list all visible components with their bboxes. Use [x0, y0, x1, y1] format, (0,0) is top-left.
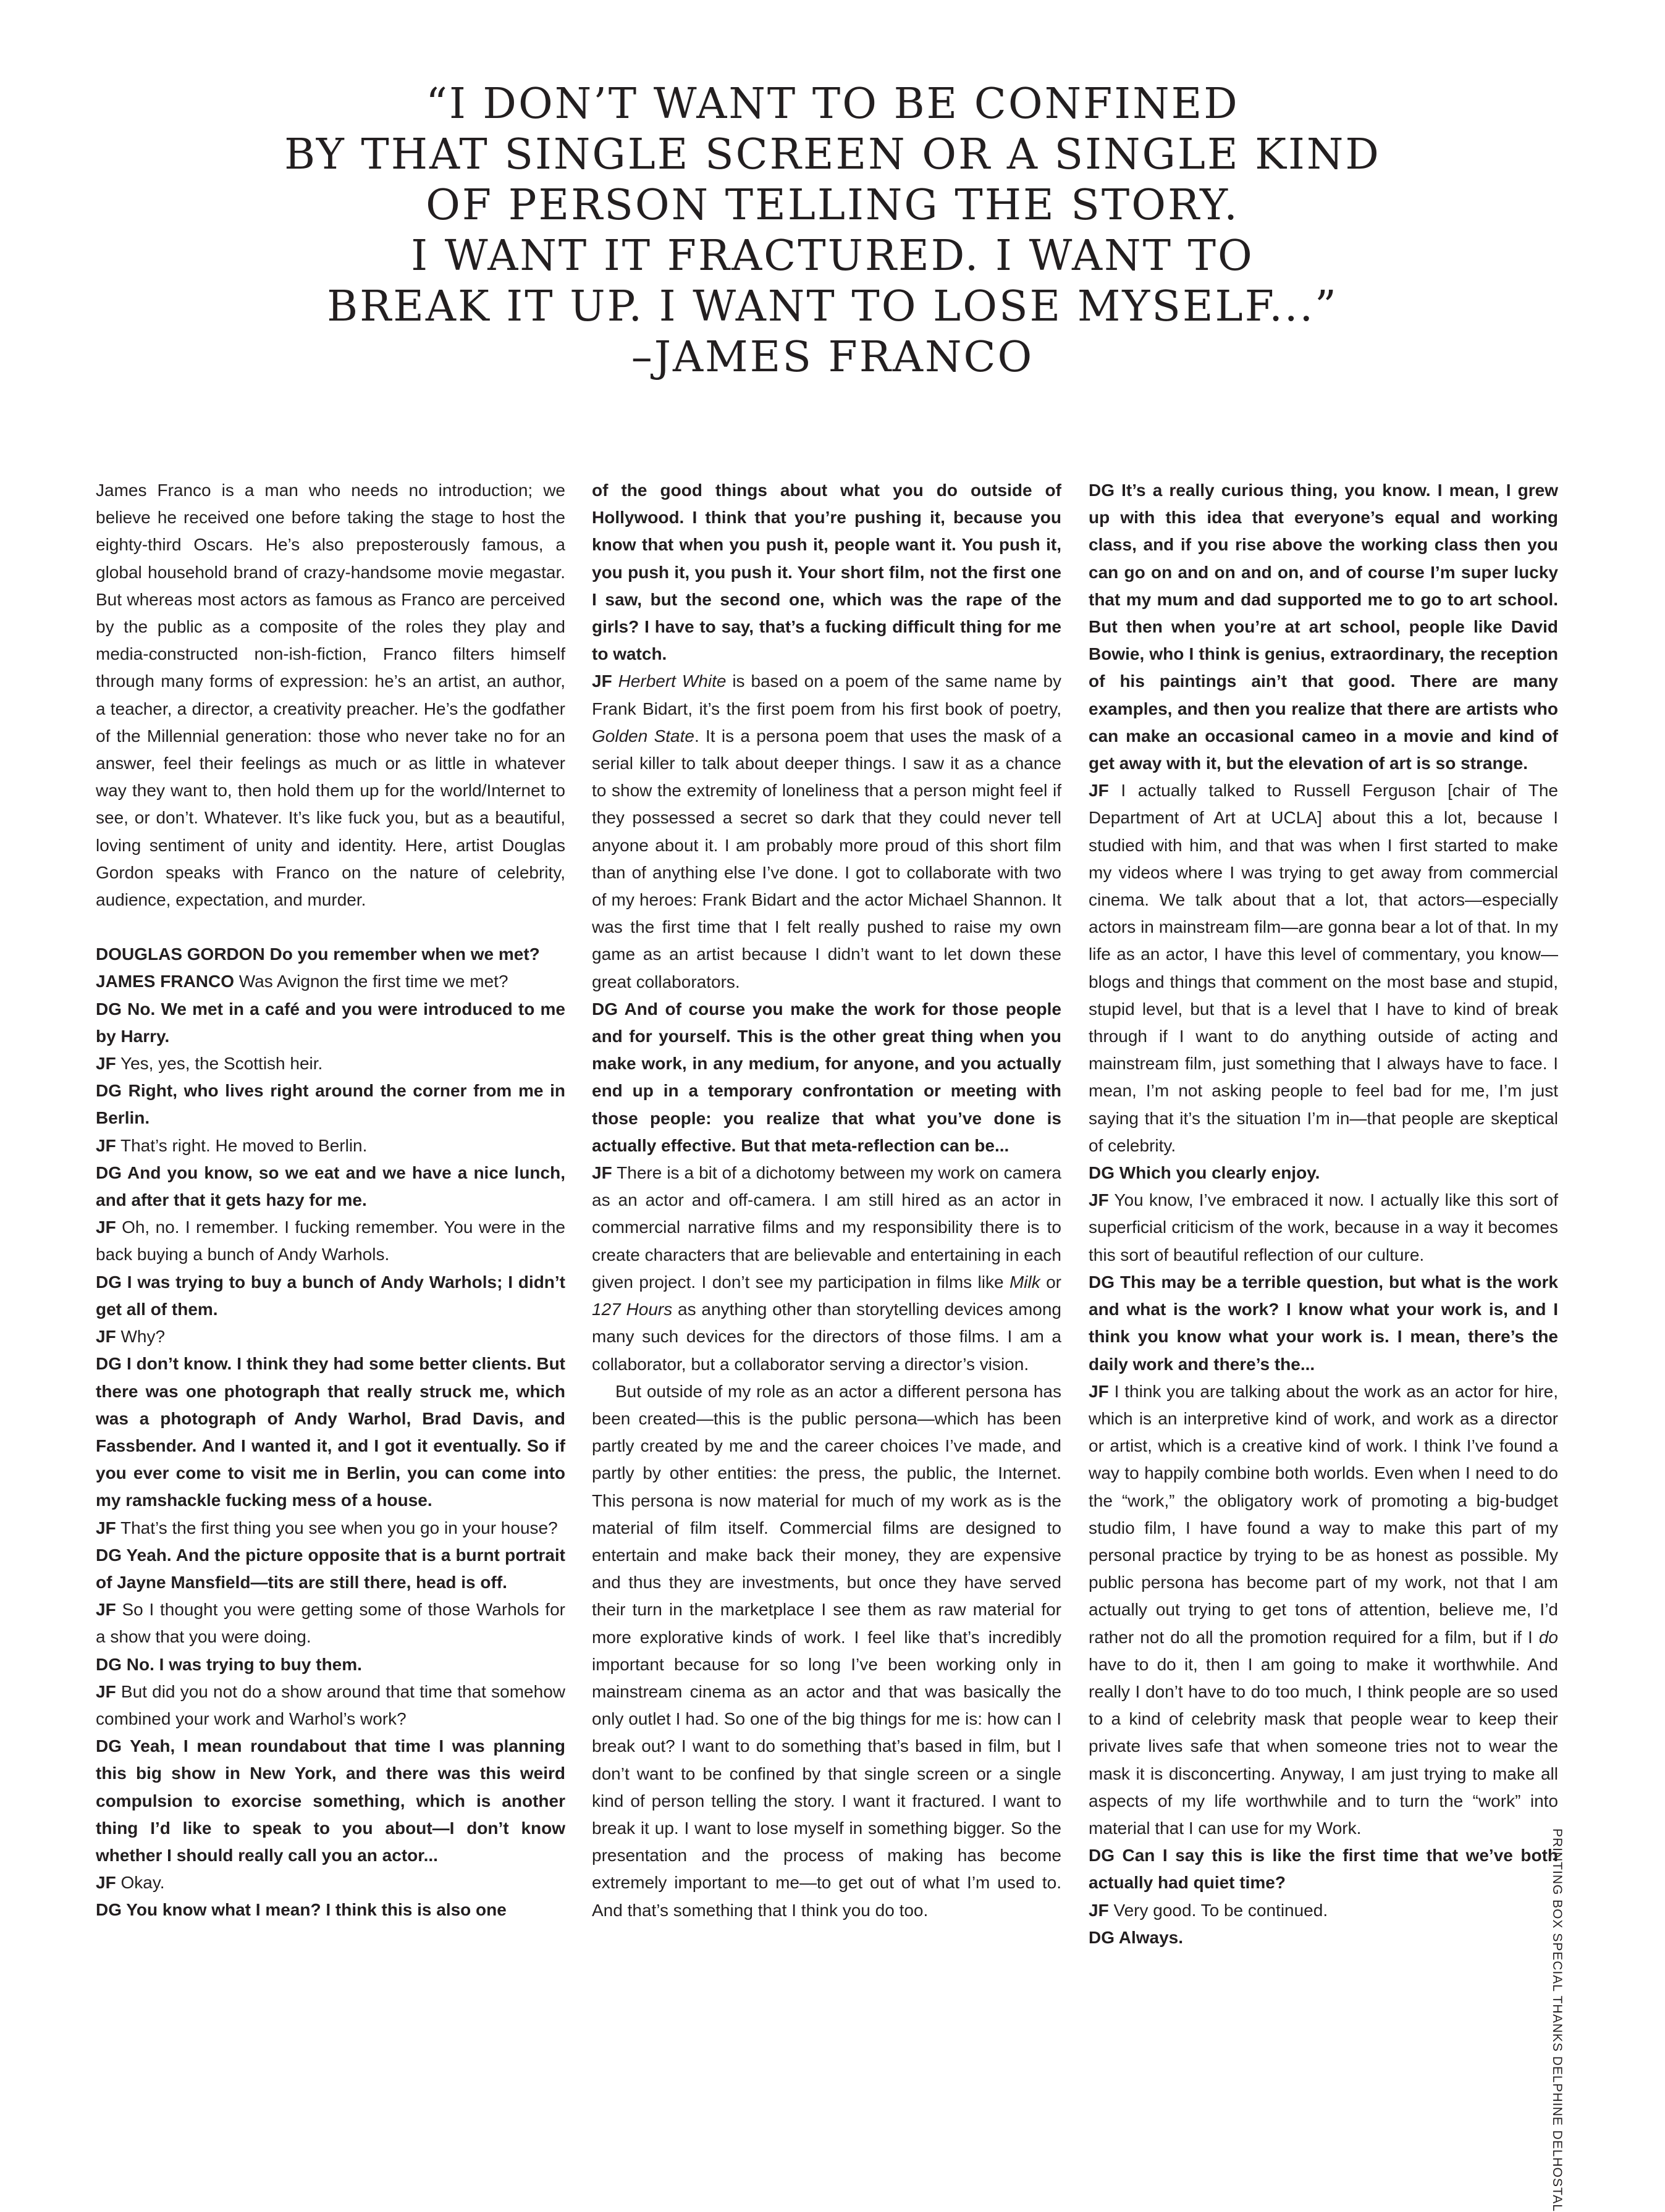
answer-text: There is a bit of a dichotomy between my work on camera as an actor and off-camera. I am still hired as an actor in commercial narrative films and my responsibility there is to create characters that are believable and entertaining in each given project. I don’t see my participation in films like	[592, 1163, 1061, 1292]
column-left	[96, 477, 565, 1924]
italic-title: do	[1538, 1627, 1558, 1647]
interview-answer	[96, 1132, 565, 1159]
speaker-label: JF	[96, 1135, 116, 1155]
column-right	[1089, 477, 1558, 1951]
interview-question: DG You know what I mean? I think this is also one	[96, 1900, 507, 1920]
pull-quote-line: “I DON’T WANT TO BE CONFINED	[426, 80, 1239, 128]
answer-text: I actually talked to Russell Ferguson [chair of The Department of Art at UCLA] about this a lot, because I studied with him, and that was when I first started to make my videos where I was trying to get away from commercial cinema. We talk about that a lot, that actors—especially actors in mainstream film—are gonna bear a lot of that. In my life as an actor, I have this level of commentary, you know—blogs and things that comment on the most base and stupid, stupid level, but that is a level that I have to kind of break through if I want to do anything outside of acting and mainstream film, just something that I always have to face. I mean, I’m not asking people to feel bad for me, I’m just saying that it’s the situation I’m in—that people are skeptical of celebrity.	[1089, 781, 1558, 1155]
answer-text: You know, I’ve embraced it now. I actually like this sort of superficial criticism of the work, because in a way it becomes this sort of beautiful reflection of our culture.	[1089, 1190, 1558, 1264]
italic-title: Herbert White	[618, 671, 727, 691]
speaker-label: JF	[592, 671, 612, 691]
pull-quote-line: BY THAT SINGLE SCREEN OR A SINGLE KIND	[284, 130, 1381, 179]
interview-question: DG And of course you make the work for those people and for yourself. This is the other great thing when you make work, in any medium, for anyone, and you actually end up in a temporary confrontation or meeting with those people: you realize that what you’ve done is actually effective. But that meta-reflection can be...	[592, 999, 1061, 1155]
speaker-label: JF	[96, 1327, 116, 1347]
speaker-label: JF	[1089, 1900, 1109, 1920]
interview-answer	[1089, 1378, 1558, 1842]
interview-question: DG Right, who lives right around the corner from me in Berlin.	[96, 1081, 565, 1128]
answer-text: Why?	[116, 1327, 166, 1347]
answer-text: Was Avignon the first time we met?	[234, 972, 508, 991]
speaker-label: JAMES FRANCO	[96, 972, 235, 991]
pull-quote-line: OF PERSON TELLING THE STORY.	[426, 181, 1239, 230]
answer-text: Very good. To be continued.	[1108, 1900, 1328, 1920]
speaker-label: JF	[96, 1681, 116, 1701]
answer-text: is based on a poem of the same name by Frank Bidart, it’s the first poem from his first book of poetry,	[592, 671, 1062, 718]
speaker-label: JF	[96, 1217, 116, 1237]
interview-question: DG Yeah, I mean roundabout that time I was planning this big show in New York, and there was this weird compulsion to exorcise something, which is another thing I’d like to speak to you about—I don’t know whether I should really call you an actor...	[96, 1736, 565, 1865]
interview-question: of the good things about what you do outside of Hollywood. I think that you’re pushing it, because you know that when you push it, people want it. You push it, you push it, you push it. Your short film, not the first one I saw, but the second one, which was the rape of the girls? I have to say, that’s a fucking difficult thing for me to watch.	[592, 481, 1061, 664]
pull-quote	[93, 79, 1572, 383]
pull-quote-line: I WANT IT FRACTURED. I WANT TO	[411, 232, 1254, 280]
interview-answer	[592, 668, 1061, 995]
answer-text: I think you are talking about the work as an actor for hire, which is an interpretive kind of work, and work as a director or artist, which is a creative kind of work. I think I’ve found a way to happily combine both worlds. Even when I need to do the “work,” the obligatory work of promoting a big-budget studio film, I have found a way to make this part of my personal practice by trying to be as honest as possible. My public persona has become part of my work, not that I am actually out trying to get tons of attention, believe me, I’d rather not do all the promotion required for a film, but if I	[1089, 1381, 1558, 1647]
answer-text: So I thought you were getting some of those Warhols for a show that you were doing.	[96, 1600, 565, 1647]
speaker-label: JF	[592, 1163, 612, 1183]
answer-text: Okay.	[116, 1873, 165, 1893]
interview-question: DOUGLAS GORDON Do you remember when we met?	[96, 944, 540, 964]
column-middle	[592, 477, 1061, 1924]
interview-answer	[96, 1678, 565, 1733]
speaker-label: JF	[1089, 781, 1109, 801]
interview-answer	[96, 1515, 565, 1542]
interview-question: DG Always.	[1089, 1927, 1184, 1947]
italic-title: Golden State	[592, 726, 694, 746]
interview-answer	[96, 968, 565, 995]
answer-text: That’s right. He moved to Berlin.	[116, 1135, 368, 1155]
interview-body-left	[96, 941, 565, 1924]
interview-answer	[1089, 1897, 1558, 1924]
interview-question: DG This may be a terrible question, but what is the work and what is the work? I know what your work is, and I think you know what your work is. I mean, there’s the daily work and there’s the...	[1089, 1272, 1558, 1374]
photo-credit-text: PRINTING BOX SPECIAL THANKS DELPHINE DELHOSTAL	[1550, 1828, 1564, 2212]
speaker-label: JF	[96, 1873, 116, 1893]
interview-question: DG No. We met in a café and you were introduced to me by Harry.	[96, 999, 565, 1046]
answer-continuation: But outside of my role as an actor a different persona has been created—this is the public persona—which has been partly created by me and the career choices I’ve made, and partly by other entities: the press, the public, the Internet. This persona is now material for much of my work as is the material of film itself. Commercial films are designed to entertain and make back their money, they are expensive and thus they are investments, but once they have served their turn in the marketplace I see them as raw material for more explorative kinds of work. I feel like that’s incredibly important because for so long I’ve been working only in mainstream cinema as an actor and that was basically the only outlet I had. So one of the big things for me is: how can I break out? I want to do something that’s based in film, but I don’t want to be confined by that single screen or a single kind of person telling the story. I want it fractured. I want to break it up. I want to lose myself in something bigger. So the presentation and the process of making has become extremely important to me—to get out of what I’m used to. And that’s something that I think you do too.	[592, 1381, 1061, 1920]
speaker-label: JF	[96, 1518, 116, 1537]
interview-answer	[96, 1596, 565, 1651]
interview-answer	[1089, 777, 1558, 1159]
speaker-label: JF	[96, 1600, 116, 1620]
speaker-label: JF	[96, 1054, 116, 1074]
interview-answer	[1089, 1187, 1558, 1269]
interview-answer	[96, 1323, 565, 1350]
answer-text: or	[1040, 1272, 1061, 1292]
intro-paragraph: James Franco is a man who needs no introduction; we believe he received one before taking the stage to host the eighty-third Oscars. He’s also preposterously famous, a global household brand of crazy-handsome movie megastar. But whereas most actors as famous as Franco are perceived by the public as a composite of the roles they play and media-constructed non-ish-fiction, Franco filters himself through many forms of expression: he’s an artist, an author, a teacher, a director, a creativity preacher. He’s the godfather of the Millennial generation: those who never take no for an answer, feel their feelings as much or as little in whatever way they want to, then hold them up for the world/Internet to see, or don’t. Whatever. It’s like fuck you, but as a beautiful, loving sentiment of unity and identity. Here, artist Douglas Gordon speaks with Franco on the nature of celebrity, audience, expectation, and murder.	[96, 481, 565, 910]
interview-answer	[96, 1869, 565, 1896]
speaker-label: JF	[1089, 1381, 1109, 1401]
pull-quote-line: –JAMES FRANCO	[631, 333, 1034, 382]
italic-title: Milk	[1009, 1272, 1040, 1292]
interview-question: DG I was trying to buy a bunch of Andy Warhols; I didn’t get all of them.	[96, 1272, 565, 1319]
pull-quote-line: BREAK IT UP. I WANT TO LOSE MYSELF...”	[327, 282, 1338, 331]
italic-title: 127 Hours	[592, 1300, 673, 1319]
answer-text: have to do it, then I am going to make it worthwhile. And really I don’t have to do too much, I think people are so used to a kind of celebrity mask that people wear to keep their private lives safe that when someone tries not to wear the mask it is disconcerting. Anyway, I am just trying to make all aspects of my life worthwhile and to turn the “work” into material that I can use for my Work.	[1089, 1654, 1558, 1838]
interview-question: DG I don’t know. I think they had some better clients. But there was one photograph that really struck me, which was a photograph of Andy Warhol, Brad Davis, and Fassbender. And I wanted it, and I got it eventually. So if you ever come to visit me in Berlin, you can come into my ramshackle fucking mess of a house.	[96, 1354, 565, 1510]
interview-question: DG It’s a really curious thing, you know. I mean, I grew up with this idea that everyone’s equal and working class, and if you rise above the working class then you can go on and on and on, and of course I’m super lucky that my mum and dad supported me to go to art school. But then when you’re at art school, people like David Bowie, who I think is genius, extraordinary, the reception of his paintings ain’t that good. There are many examples, and then you realize that there are artists who can make an occasional cameo in a movie and kind of get away with it, but the elevation of art is so strange.	[1089, 481, 1558, 773]
interview-question: DG Which you clearly enjoy.	[1089, 1163, 1320, 1183]
interview-answer	[96, 1050, 565, 1077]
interview-question: DG And you know, so we eat and we have a nice lunch, and after that it gets hazy for me.	[96, 1163, 565, 1210]
answer-text	[612, 671, 618, 691]
interview-question: DG Can I say this is like the first time that we’ve both actually had quiet time?	[1089, 1846, 1558, 1893]
answer-text: That’s the first thing you see when you go in your house?	[116, 1518, 558, 1537]
answer-text: Oh, no. I remember. I fucking remember. You were in the back buying a bunch of Andy Warhols.	[96, 1217, 565, 1264]
interview-answer	[96, 1214, 565, 1268]
interview-question: DG No. I was trying to buy them.	[96, 1654, 362, 1674]
interview-question: DG Yeah. And the picture opposite that is a burnt portrait of Jayne Mansfield—tits are still there, head is off.	[96, 1545, 565, 1592]
answer-text: But did you not do a show around that time that somehow combined your work and Warhol’s work?	[96, 1681, 565, 1728]
answer-text: Yes, yes, the Scottish heir.	[116, 1054, 323, 1074]
speaker-label: JF	[1089, 1190, 1109, 1210]
interview-answer	[592, 1159, 1061, 1378]
answer-text: . It is a persona poem that uses the mask of a serial killer to talk about deeper things. I saw it as a chance to show the extremity of loneliness that a person might feel if they possessed a secret so dark that they could never tell anyone about it. I am probably more proud of this short film than of anything else I’ve done. I got to collaborate with two of my heroes: Frank Bidart and the actor Michael Shannon. It was the first time that I felt really pushed to raise my own game as an artist because I didn’t want to let down these great collaborators.	[592, 726, 1061, 991]
answer-text: as anything other than storytelling devices among many such devices for the directors of those films. I am a collaborator, but a collaborator serving a director’s vision.	[592, 1300, 1061, 1374]
